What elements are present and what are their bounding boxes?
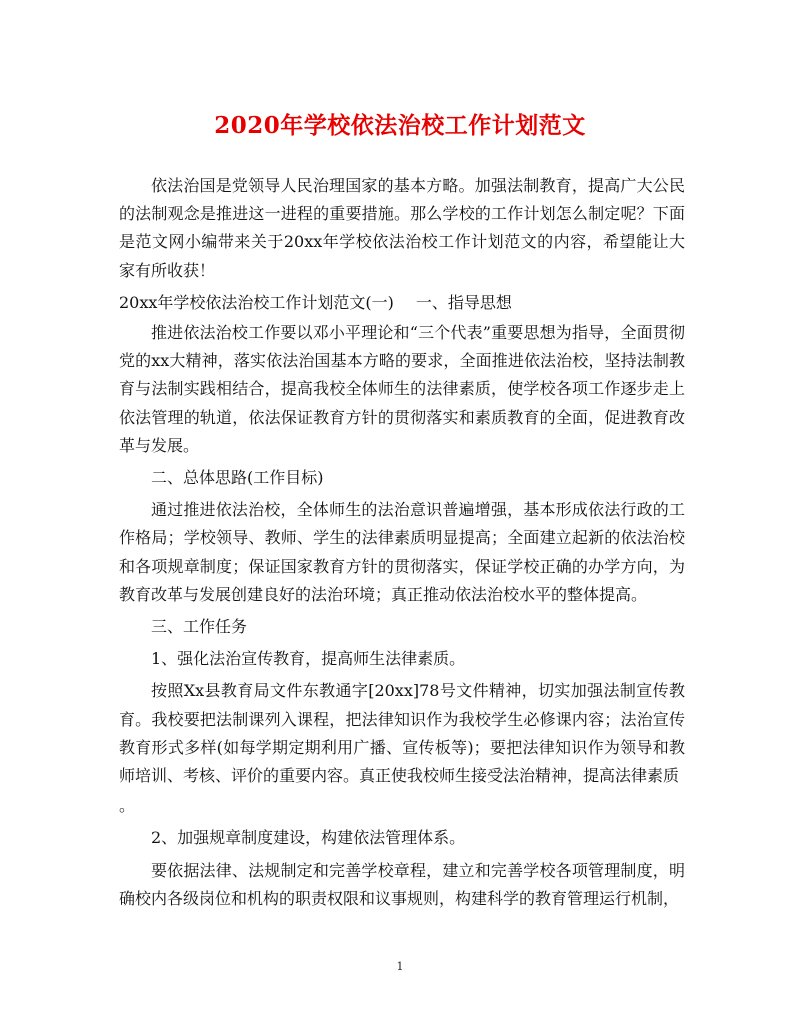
- subheading-guiding-thought: 一、指导思想: [415, 292, 512, 312]
- document-title: 2020年学校依法治校工作计划范文: [214, 112, 586, 139]
- page-number: 1: [396, 960, 404, 973]
- subheading-example-title: 20xx年学校依法治校工作计划范文(一): [119, 292, 394, 312]
- document-body: [119, 172, 685, 917]
- paragraph-task-1-end: 。: [119, 796, 136, 816]
- section-heading-tasks: 三、工作任务: [151, 617, 248, 637]
- paragraph-task-2: 要依据法律、法规制定和完善学校章程，建立和完善学校各项管理制度，明确校内各级岗位和机构的职责权限和议事规则，构建科学的教育管理运行机制，: [119, 860, 685, 908]
- paragraph-task-1: 按照Xx县教育局文件东教通字[20xx]78号文件精神，切实加强法制宣传教育。我校要把法制课列入课程，把法律知识作为我校学生必修课内容；法治宣传教育形式多样(如每学期定期利用广播、宣传板等)；要把法律知识作为领导和教师培训、考核、评价的重要内容。真正使我校师生接受法治精神，提高法律素质: [119, 681, 685, 786]
- section-heading-general-approach: 二、总体思路(工作目标): [151, 468, 324, 488]
- task-heading-1: 1、强化法治宣传教育，提高师生法律素质。: [151, 649, 466, 669]
- paragraph-intro: 依法治国是党领导人民治理国家的基本方略。加强法制教育，提高广大公民的法制观念是推进这一进程的重要措施。那么学校的工作计划怎么制定呢？下面是范文网小编带来关于20xx年学校依法治校工作计划范文的内容，希望能让大家有所收获！: [119, 176, 685, 280]
- subheading-line: [119, 289, 685, 317]
- paragraph-guiding-thought: 推进依法治校工作要以邓小平理论和“三个代表”重要思想为指导，全面贯彻党的xx大精神，落实依法治国基本方略的要求，全面推进依法治校，坚持法制教育与法制实践相结合，提高我校全体师生的法律素质，使学校各项工作逐步走上依法管理的轨道，依法保证教育方针的贯彻落实和素质教育的全面，促进教育改革与发展。: [119, 323, 685, 455]
- task-heading-2: 2、加强规章制度建设，构建依法管理体系。: [151, 828, 466, 848]
- paragraph-general-approach: 通过推进依法治校，全体师生的法治意识普遍增强，基本形成依法行政的工作格局；学校领导、教师、学生的法律素质明显提高；全面建立起新的依法治校和各项规章制度；保证国家教育方针的贯彻落实，保证学校正确的办学方向，为教育改革与发展创建良好的法治环境；真正推动依法治校水平的整体提高。: [119, 500, 685, 604]
